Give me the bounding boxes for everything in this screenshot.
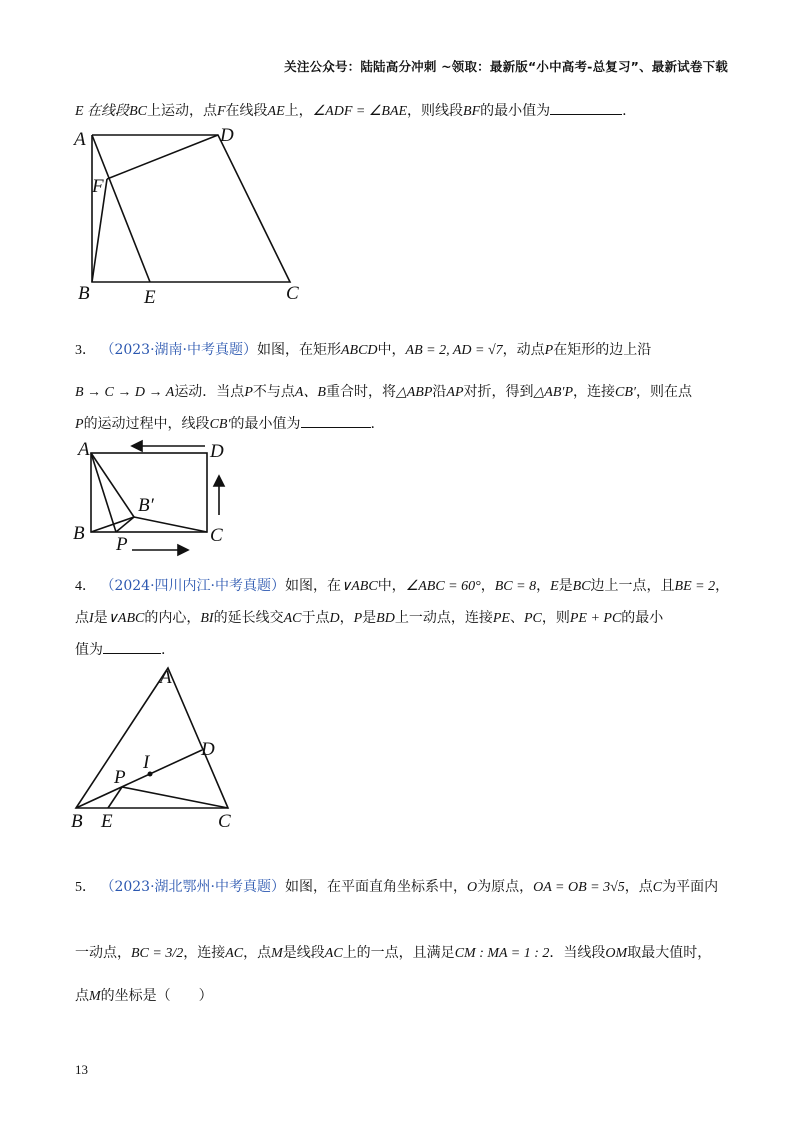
text: ， [536,578,551,594]
label-f: F [92,176,104,197]
q5-line-1 [75,876,718,896]
math: BC [129,104,147,119]
text: ，连接 [573,384,615,400]
text: ，则在点 [635,384,692,400]
source-tag: （2023·湖北鄂州·中考真题） [100,879,285,895]
text: 上， [284,103,313,119]
label-p: P [114,767,126,788]
math: O [466,880,478,895]
page-number: 13 [75,1062,88,1077]
text: 是 [362,610,377,626]
label-c: C [210,525,223,546]
text: ，点 [243,945,272,961]
math: A、B [294,385,326,400]
math: AB = 2, AD = √7 [405,343,503,358]
text: 的最小值为 [480,103,551,119]
text: 的内心， [144,610,201,626]
text: 为原点， [477,879,534,895]
math: E [550,579,559,594]
math: C [652,880,663,895]
math: BD [376,611,395,626]
math: AC [225,946,244,961]
text: 的延长线交 [213,610,284,626]
math: BC = 3/2 [131,946,184,961]
text: 对折，得到 [463,384,534,400]
page-header: 关注公众号：陆陆高分冲刺 ~领取：最新版“小中高考-总复习”、最新试卷下载 [284,59,728,74]
math: PE + PC [569,611,622,626]
math: CB′ [209,417,231,432]
text: 是 [93,610,108,626]
question-number: 4． [75,579,96,594]
math: P [244,385,253,400]
text: ，连接 [183,945,226,961]
label-b-prime: B′ [138,495,154,516]
math: CM : MA = 1 : 2 [454,946,550,961]
text: 一动点， [75,945,131,961]
question-number: 3． [75,343,96,358]
text: ， [339,610,354,626]
text: 如图，在平面直角坐标系中， [284,879,467,895]
label-b: B [78,283,90,304]
source-tag: （2023·湖南·中考真题） [100,342,257,358]
math: BF [463,104,481,119]
text: 是线段 [282,945,325,961]
text: 的最小 [621,610,664,626]
math: OA = OB = 3√5 [533,880,625,895]
text: ， [715,578,730,594]
label-a: A [74,129,86,150]
text: 边上一点，且 [590,578,675,594]
label-e: E [101,811,113,832]
text: 于点 [301,610,330,626]
text: 点 [75,610,89,626]
text: 点 [75,988,89,1004]
label-d: D [210,441,224,462]
q5-line-2 [75,942,711,962]
math: ∠ABC = 60° [405,579,481,594]
math: △ABP [395,385,433,400]
question-number: 5． [75,880,96,895]
math: M [271,946,283,961]
text: 为平面内 [662,879,719,895]
math: I [89,611,94,626]
math: BC [572,579,591,594]
math: D [329,611,340,626]
label-e: E [144,287,156,308]
math: M [89,989,101,1004]
text: 在矩形的边上沿 [553,342,652,358]
text: . [161,642,166,658]
text: E 在线段 [75,104,130,119]
label-c: C [286,283,299,304]
label-c: C [218,811,231,832]
label-p: P [116,534,128,555]
math: P [353,611,363,626]
math: BE = 2 [674,579,716,594]
text: 、 [509,610,524,626]
math: P [544,343,554,358]
text: 是 [558,578,573,594]
math: F [216,104,226,119]
text: ， [480,578,495,594]
text: 不与点 [252,384,295,400]
text: . [370,416,375,432]
math: △AB′P [533,385,573,400]
math: AP [446,385,464,400]
math: BI [200,611,214,626]
text: 的运动过程中，线段 [83,416,210,432]
q5-line-3 [75,985,213,1005]
math: P [75,417,84,432]
math: ∨ABC [107,611,145,626]
label-b: B [71,811,83,832]
text: 中， [377,578,406,594]
text: 上一动点，连接 [394,610,493,626]
label-i: I [143,752,150,773]
text: 取最大值时， [627,945,712,961]
label-a: A [160,667,172,688]
math: AC [324,946,343,961]
label-d: D [220,125,234,146]
math: B → C → D → A [75,385,175,400]
text: 如图，在 [284,578,341,594]
text: 的最小值为 [230,416,301,432]
math: CB′ [615,385,636,400]
label-b: B [73,523,85,544]
text: 重合时，将 [325,384,396,400]
text: 沿 [432,384,447,400]
math: PE [492,611,510,626]
text: ，点 [624,879,653,895]
math: PC [523,611,542,626]
text: 值为 [75,642,103,658]
label-d: D [201,739,215,760]
text: 中， [377,342,406,358]
math: ∨ABC [340,579,378,594]
text: 如图，在矩形 [256,342,341,358]
text: 的坐标是（ ） [100,988,213,1004]
text: ，则线段 [407,103,464,119]
math: BC = 8 [494,579,537,594]
source-tag: （2024·四川内江·中考真题） [100,578,285,594]
text: ，则 [541,610,570,626]
text: 运动．当点 [174,384,245,400]
math: AE [267,104,285,119]
text: 在线段 [225,103,268,119]
text: ．当线段 [549,945,606,961]
segment-pc [122,787,228,808]
label-a: A [78,439,90,460]
text: . [622,103,627,119]
text: 上运动，点 [146,103,217,119]
triangle-abc [76,668,228,808]
math: AC [283,611,302,626]
text: ，动点 [502,342,545,358]
text: 上的一点，且满足 [342,945,455,961]
math: ABCD [340,343,378,358]
math: ∠ADF = ∠BAE [312,104,408,119]
math: OM [605,946,628,961]
